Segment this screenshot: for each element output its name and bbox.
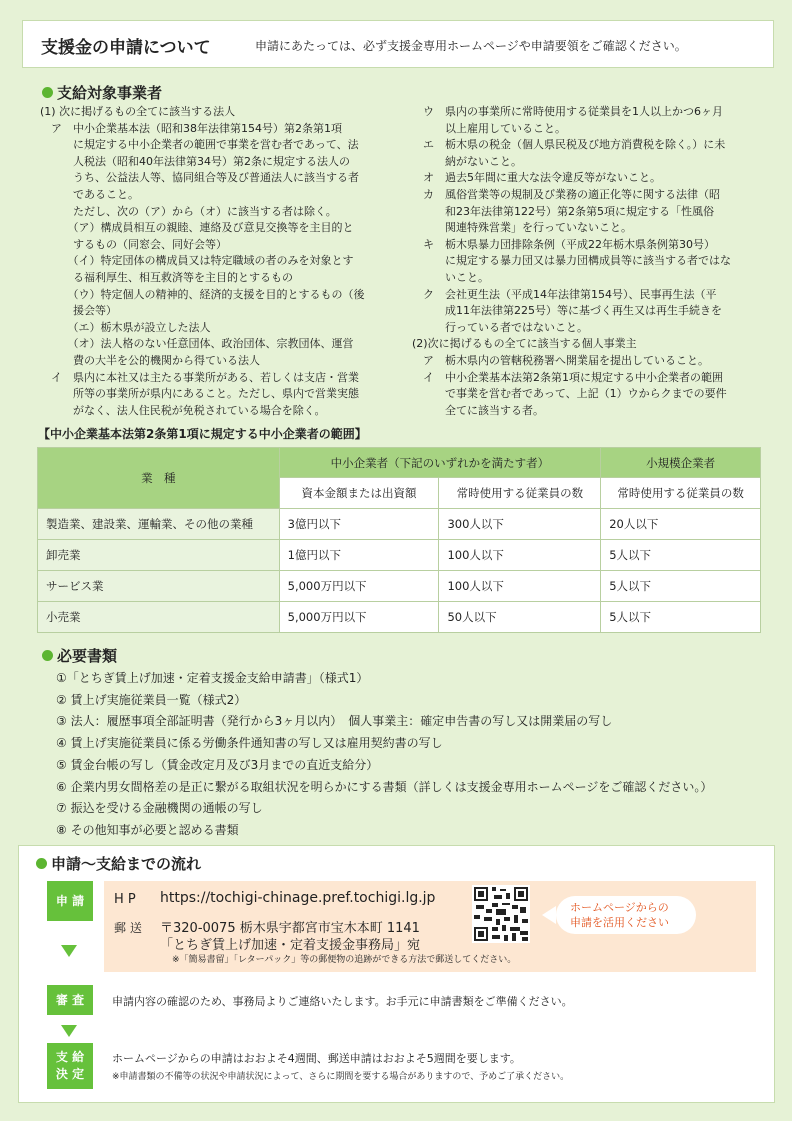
table-caption: 【中小企業基本法第2条第1項に規定する中小企業者の範囲】 [38,427,367,441]
text-line: カ 風俗営業等の規制及び業務の適正化等に関する法律（昭 [412,187,720,201]
step-apply-badge: 申 請 [47,881,93,921]
text-line: 人税法（昭和40年法律第34号）第2条に規定する法人の [40,154,350,168]
list-item: ⑦ 振込を受ける金融機関の通帳の写し [56,801,263,816]
text-line: (2)次に掲げるもの全てに該当する個人事業主 [412,337,637,351]
small-employees-cell: 5人以下 [601,571,761,602]
table-row [38,602,761,633]
text-line: エ 栃木県の税金（個人県民税及び地方消費税を除く。）に未 [412,138,726,152]
capital-cell: 1億円以下 [279,540,439,571]
list-item: ①「とちぎ賃上げ加速・定着支援金支給申請書」（様式1） [56,671,369,685]
capital-cell: 5,000万円以下 [279,602,439,633]
text-line: イ 中小企業基本法第2条第1項に規定する中小企業者の範囲 [412,370,723,384]
mail-label: 郵 送 [114,921,142,935]
text-line: 所等の事業所が県内にあること。ただし、県内で営業実態 [40,387,359,401]
bubble-tail [542,906,556,924]
hp-label: H P [114,892,136,907]
capital-cell: 5,000万円以下 [279,571,439,602]
callout-line-2: 申請を活用ください [570,916,669,929]
text-line: 行っている者ではないこと。 [412,320,588,334]
flow-heading [36,853,201,874]
text-line: （オ）法人格のない任意団体、政治団体、宗教団体、運営 [40,337,354,351]
industry-cell: 製造業、建設業、運輸業、その他の業種 [38,509,280,540]
text-line: （エ）栃木県が設立した法人 [40,320,211,334]
text-line: ク 会社更生法（平成14年法律第154号）、民事再生法（平 [412,287,717,301]
header-capital: 資本金額または出資額 [279,478,439,509]
list-item: ⑧ その他知事が必要と認める書類 [56,822,239,837]
text-line: 費の大半を公的機関から得ている法人 [40,353,260,367]
review-text: 申請内容の確認のため、事務局よりご連絡いたします。お手元に申請書類をご準備ください。 [112,995,573,1008]
text-line: ア 中小企業基本法（昭和38年法律第154号）第2条第1項 [40,121,342,135]
text-line: ア 栃木県内の管轄税務署へ開業届を提出していること。 [412,353,709,367]
down-arrow-icon [61,1025,77,1037]
text-line: 納がないこと。 [412,154,522,168]
eligibility-right-column [412,104,731,419]
flow-heading-text: 申請～支給までの流れ [51,855,202,873]
text-line: に規定する暴力団又は暴力団構成員等に該当する者ではな [412,254,731,268]
industry-cell: 卸売業 [38,540,280,571]
header-small-employees: 常時使用する従業員の数 [601,478,761,509]
small-employees-cell: 20人以下 [601,509,761,540]
text-line: で事業を営む者であって、上記（1）ウからクまでの要件 [412,387,727,401]
mail-address: 〒320-0075 栃木県宇都宮市宝木本町 1141 [160,921,420,936]
text-line: 和23年法律第122号）第2条第5項に規定する「性風俗 [412,204,714,218]
step-payment-line-2: 決 定 [55,1067,85,1081]
capital-cell: 3億円以下 [279,509,439,540]
header-industry: 業 種 [38,448,280,509]
table-row [38,571,761,602]
header-note: 申請にあたっては、必ず支援金専用ホームページや申請要領をご確認ください。 [255,39,687,53]
text-line: 援会等） [40,304,117,318]
text-line: がなく、法人住民税が免税されている場合を除く。 [40,403,326,417]
text-line: するもの（同窓会、同好会等） [40,237,227,251]
text-line: 全てに該当する者。 [412,403,544,417]
text-line: ウ 県内の事業所に常時使用する従業員を1人以上かつ6ヶ月 [412,105,723,118]
documents-heading-text: 必要書類 [57,647,118,665]
sme-range-table [37,447,761,633]
header-bar [22,20,774,68]
down-arrow-icon [61,945,77,957]
step-review-badge: 審 査 [47,985,93,1015]
text-line: （ア）構成員相互の親睦、連絡及び意見交換等を主目的と [40,221,354,235]
small-employees-cell: 5人以下 [601,540,761,571]
employees-cell: 50人以下 [439,602,601,633]
eligibility-heading-text: 支給対象事業者 [57,84,163,102]
qr-code-icon [472,885,530,943]
employees-cell: 300人以下 [439,509,601,540]
text-line: （イ）特定団体の構成員又は特定職域の者のみを対象とす [40,254,354,268]
list-item: ⑥ 企業内男女間格差の是正に繋がる取組状況を明らかにする書類（詳しくは支援金専用ホームページをご確認ください。） [56,779,713,794]
text-line: （ウ）特定個人の精神的、経済的支援を目的とするもの（後 [40,287,365,301]
payment-note: ※申請書類の不備等の状況や申請状況によって、さらに期間を要する場合がありますので、予めご了承ください。 [112,1072,570,1082]
documents-list [56,668,712,842]
header-employees: 常時使用する従業員の数 [439,478,601,509]
text-line: いこと。 [412,270,489,284]
text-line: ただし、次の（ア）から（オ）に該当する者は除く。 [40,204,337,218]
text-line: オ 過去5年間に重大な法令違反等がないこと。 [412,171,661,185]
text-line: る福利厚生、相互救済等を主目的とするもの [40,270,293,284]
list-item: ② 賃上げ実施従業員一覧（様式2） [56,692,247,707]
list-item: ⑤ 賃金台帳の写し（賃金改定月及び3月までの直近支給分） [56,757,379,772]
text-line: キ 栃木県暴力団排除条例（平成22年栃木県条例第30号） [412,237,715,251]
homepage-callout [556,896,696,934]
list-item: ③ 法人：履歴事項全部証明書（発行から3ヶ月以内） 個人事業主：確定申告書の写し又は開業届の写し [56,714,613,729]
text-line: 関連特殊営業」を行っていないこと。 [412,221,632,235]
text-line: (1) 次に掲げるもの全てに該当する法人 [40,105,236,118]
industry-cell: サービス業 [38,571,280,602]
callout-line-1: ホームページからの [570,901,669,914]
step-payment-line-1: 支 給 [55,1050,85,1064]
eligibility-left-column [40,104,365,419]
bullet-dot-icon [42,87,53,98]
mail-office: 「とちぎ賃上げ加速・定着支援金事務局」宛 [160,938,421,953]
list-item: ④ 賃上げ実施従業員に係る労働条件通知書の写し又は雇用契約書の写し [56,736,443,751]
text-line: に規定する中小企業者の範囲で事業を営む者であって、法 [40,138,359,152]
eligibility-heading [42,82,162,103]
bullet-dot-icon [36,858,47,869]
text-line: 以上雇用していること。 [412,121,566,135]
text-line: うち、公益法人等、協同組合等及び普通法人に該当する者 [40,171,359,185]
header-sme: 中小企業者（下記のいずれかを満たす者） [279,448,601,478]
step-payment-badge [47,1043,93,1089]
small-employees-cell: 5人以下 [601,602,761,633]
employees-cell: 100人以下 [439,571,601,602]
table-row [38,540,761,571]
documents-heading [42,645,117,666]
table-row [38,509,761,540]
page-title: 支援金の申請について [41,38,211,58]
homepage-url[interactable]: https://tochigi-chinage.pref.tochigi.lg.jp [160,890,436,906]
text-line: イ 県内に本社又は主たる事業所がある、若しくは支店・営業 [40,370,359,384]
payment-text: ホームページからの申請はおおよそ4週間、郵送申請はおおよそ5週間を要します。 [112,1052,521,1065]
text-line: であること。 [40,187,139,201]
text-line: 成11年法律第225号）等に基づく再生又は再生手続きを [412,304,722,318]
mail-note: ※「簡易書留」「レターパック」等の郵便物の追跡ができる方法で郵送してください。 [172,955,517,965]
bullet-dot-icon [42,650,53,661]
employees-cell: 100人以下 [439,540,601,571]
industry-cell: 小売業 [38,602,280,633]
header-small-business: 小規模企業者 [601,448,761,478]
